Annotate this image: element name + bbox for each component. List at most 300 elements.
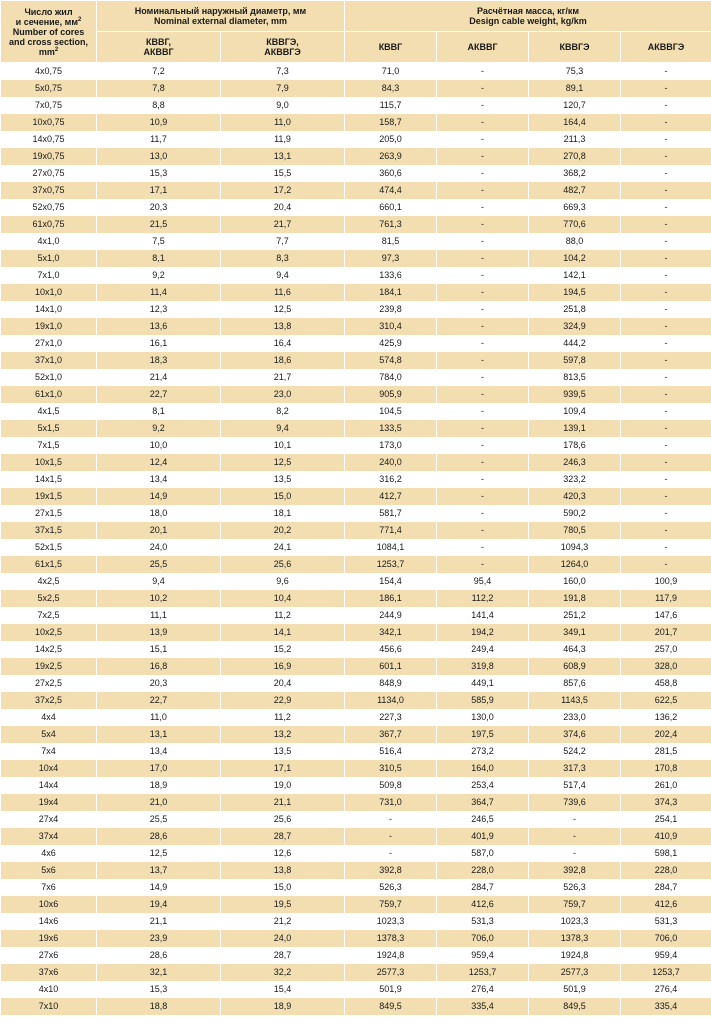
cell-diameter-kvvg: 7,2 [97,63,221,81]
cell-diameter-kvvg: 22,7 [97,386,221,403]
cell-weight-akvvg: 587,0 [437,845,529,862]
cell-weight-akvvge: - [621,420,711,437]
cell-weight-akvvge: - [621,148,711,165]
cell-cores: 19x2,5 [1,658,97,675]
cell-weight-akvvg: - [437,131,529,148]
cell-weight-kvvge: 178,6 [529,437,621,454]
cell-weight-kvvge: 857,6 [529,675,621,692]
cell-weight-akvvg: - [437,250,529,267]
cell-diameter-kvvge: 10,1 [221,437,345,454]
cell-weight-akvvg: - [437,301,529,318]
cell-cores: 37x4 [1,828,97,845]
cell-diameter-kvvge: 12,5 [221,301,345,318]
cell-diameter-kvvge: 25,6 [221,556,345,573]
cell-weight-kvvge: 160,0 [529,573,621,590]
cell-weight-akvvge: - [621,556,711,573]
cell-cores: 4x0,75 [1,63,97,81]
cell-weight-kvvge: 759,7 [529,896,621,913]
table-row [1,862,711,879]
cell-weight-akvvg: 401,9 [437,828,529,845]
cell-weight-akvvg: 585,9 [437,692,529,709]
cell-diameter-kvvge: 13,8 [221,318,345,335]
cell-cores: 4x1,0 [1,233,97,250]
cell-weight-akvvge: - [621,267,711,284]
cell-weight-akvvg: 531,3 [437,913,529,930]
cell-diameter-kvvge: 20,4 [221,675,345,692]
cell-weight-kvvg: 367,7 [345,726,437,743]
table-row [1,131,711,148]
cell-cores: 19x1,5 [1,488,97,505]
cell-weight-kvvg: 1253,7 [345,556,437,573]
cell-diameter-kvvg: 8,1 [97,403,221,420]
cell-weight-kvvge: 104,2 [529,250,621,267]
cell-weight-akvvge: - [621,63,711,81]
cell-diameter-kvvge: 32,2 [221,964,345,981]
table-row [1,760,711,777]
cell-weight-akvvge: 281,5 [621,743,711,760]
table-row [1,556,711,573]
cell-weight-kvvg: 316,2 [345,471,437,488]
cell-cores: 7x2,5 [1,607,97,624]
table-row [1,250,711,267]
cell-diameter-kvvg: 7,8 [97,80,221,97]
cell-weight-kvvge: 211,3 [529,131,621,148]
cell-weight-kvvg: 310,5 [345,760,437,777]
cell-cores: 61x1,5 [1,556,97,573]
cell-weight-akvvg: 273,2 [437,743,529,760]
cell-weight-akvvge: 598,1 [621,845,711,862]
cell-diameter-kvvg: 16,8 [97,658,221,675]
cell-weight-kvvge: - [529,845,621,862]
cell-cores: 52x0,75 [1,199,97,216]
cell-weight-kvvge: 109,4 [529,403,621,420]
cell-weight-kvvg: 848,9 [345,675,437,692]
cell-weight-kvvge: 191,8 [529,590,621,607]
cell-diameter-kvvg: 7,5 [97,233,221,250]
table-row [1,165,711,182]
table-row [1,981,711,998]
cell-weight-kvvg: 342,1 [345,624,437,641]
cell-cores: 7x6 [1,879,97,896]
table-row [1,148,711,165]
cell-weight-kvvg: 84,3 [345,80,437,97]
cell-diameter-kvvg: 11,4 [97,284,221,301]
cell-diameter-kvvge: 11,6 [221,284,345,301]
cell-weight-kvvge: 120,7 [529,97,621,114]
cell-weight-akvvg: - [437,420,529,437]
cell-diameter-kvvg: 8,8 [97,97,221,114]
cell-weight-akvvge: - [621,505,711,522]
cell-weight-kvvg: - [345,811,437,828]
cell-weight-kvvge: 75,3 [529,63,621,81]
cell-weight-akvvg: 319,8 [437,658,529,675]
cell-diameter-kvvg: 18,3 [97,352,221,369]
table-row [1,420,711,437]
cell-diameter-kvvge: 21,7 [221,369,345,386]
cell-weight-akvvg: - [437,148,529,165]
cell-diameter-kvvg: 13,9 [97,624,221,641]
cell-weight-akvvge: 201,7 [621,624,711,641]
cell-weight-akvvge: 328,0 [621,658,711,675]
cell-diameter-kvvg: 25,5 [97,811,221,828]
cell-weight-akvvge: 100,9 [621,573,711,590]
cell-diameter-kvvg: 9,2 [97,420,221,437]
cell-weight-kvvge: 770,6 [529,216,621,233]
cell-diameter-kvvge: 25,6 [221,811,345,828]
cell-weight-akvvg: - [437,216,529,233]
table-row [1,454,711,471]
cell-diameter-kvvg: 28,6 [97,947,221,964]
cell-weight-akvvg: - [437,182,529,199]
cell-diameter-kvvge: 28,7 [221,947,345,964]
header-weight-akvvge: АКВВГЭ [621,32,711,63]
cell-weight-kvvg: 425,9 [345,335,437,352]
cell-diameter-kvvge: 7,3 [221,63,345,81]
cell-weight-kvvge: 669,3 [529,199,621,216]
cell-diameter-kvvg: 10,9 [97,114,221,131]
cell-cores: 7x1,5 [1,437,97,454]
cell-weight-kvvg: 509,8 [345,777,437,794]
cell-diameter-kvvg: 9,2 [97,267,221,284]
cell-weight-kvvg: 601,1 [345,658,437,675]
cell-diameter-kvvge: 18,1 [221,505,345,522]
cell-weight-kvvg: 1023,3 [345,913,437,930]
cell-weight-akvvg: - [437,369,529,386]
cell-diameter-kvvge: 7,7 [221,233,345,250]
cell-diameter-kvvg: 10,2 [97,590,221,607]
cell-weight-akvvg: 194,2 [437,624,529,641]
cell-weight-kvvge: 164,4 [529,114,621,131]
cell-diameter-kvvge: 8,3 [221,250,345,267]
cell-weight-kvvge: 251,8 [529,301,621,318]
cell-cores: 14x1,5 [1,471,97,488]
cell-diameter-kvvge: 17,1 [221,760,345,777]
cell-weight-akvvge: - [621,403,711,420]
cell-weight-akvvge: - [621,114,711,131]
cell-weight-kvvge: 524,2 [529,743,621,760]
cell-diameter-kvvge: 20,2 [221,522,345,539]
cell-weight-akvvge: - [621,454,711,471]
cell-weight-kvvge: 1094,3 [529,539,621,556]
cell-weight-kvvge: 849,5 [529,998,621,1015]
cell-weight-akvvge: 202,4 [621,726,711,743]
cell-weight-akvvge: 254,1 [621,811,711,828]
cell-weight-kvvge: - [529,811,621,828]
table-row [1,777,711,794]
cell-weight-kvvge: 246,3 [529,454,621,471]
cell-cores: 19x6 [1,930,97,947]
cell-diameter-kvvg: 11,7 [97,131,221,148]
cell-diameter-kvvg: 17,0 [97,760,221,777]
cell-weight-akvvge: 374,3 [621,794,711,811]
cell-weight-kvvge: 780,5 [529,522,621,539]
cell-weight-kvvge: 270,8 [529,148,621,165]
cell-cores: 10x1,5 [1,454,97,471]
cell-diameter-kvvg: 15,3 [97,165,221,182]
table-row [1,369,711,386]
cell-weight-kvvg: 71,0 [345,63,437,81]
cell-weight-akvvge: - [621,284,711,301]
table-row [1,964,711,981]
cell-weight-akvvg: 141,4 [437,607,529,624]
cell-weight-akvvg: - [437,556,529,573]
cell-weight-kvvge: 597,8 [529,352,621,369]
cell-weight-akvvg: 276,4 [437,981,529,998]
cell-weight-akvvg: - [437,454,529,471]
cell-weight-akvvge: - [621,182,711,199]
cell-weight-akvvge: 228,0 [621,862,711,879]
cell-weight-akvvge: - [621,165,711,182]
cell-diameter-kvvge: 11,9 [221,131,345,148]
cell-diameter-kvvg: 14,9 [97,879,221,896]
cell-diameter-kvvge: 9,0 [221,97,345,114]
cell-weight-kvvg: 581,7 [345,505,437,522]
cell-weight-akvvg: 449,1 [437,675,529,692]
cell-diameter-kvvge: 18,9 [221,998,345,1015]
cell-diameter-kvvge: 24,0 [221,930,345,947]
cell-diameter-kvvg: 23,9 [97,930,221,947]
cell-cores: 4x4 [1,709,97,726]
table-row [1,488,711,505]
cell-diameter-kvvge: 21,7 [221,216,345,233]
cell-weight-kvvg: 184,1 [345,284,437,301]
cell-weight-akvvge: 284,7 [621,879,711,896]
cell-weight-akvvge: - [621,335,711,352]
cell-weight-akvvg: 228,0 [437,862,529,879]
header-weight-akvvg: АКВВГ [437,32,529,63]
cell-weight-akvvg: 249,4 [437,641,529,658]
cell-diameter-kvvg: 17,1 [97,182,221,199]
cell-weight-kvvg: 263,9 [345,148,437,165]
cell-weight-kvvge: - [529,828,621,845]
cell-cores: 27x4 [1,811,97,828]
cell-diameter-kvvg: 32,1 [97,964,221,981]
cell-diameter-kvvge: 19,5 [221,896,345,913]
cell-diameter-kvvge: 15,5 [221,165,345,182]
cell-weight-kvvg: 1924,8 [345,947,437,964]
cell-diameter-kvvg: 11,0 [97,709,221,726]
cell-diameter-kvvg: 15,1 [97,641,221,658]
cell-weight-kvvg: 104,5 [345,403,437,420]
cell-weight-akvvg: 197,5 [437,726,529,743]
cell-cores: 19x1,0 [1,318,97,335]
cell-diameter-kvvg: 15,3 [97,981,221,998]
cell-cores: 52x1,0 [1,369,97,386]
cell-weight-kvvge: 526,3 [529,879,621,896]
cell-cores: 4x6 [1,845,97,862]
cell-weight-kvvg: 771,4 [345,522,437,539]
cell-weight-akvvge: 706,0 [621,930,711,947]
cell-diameter-kvvg: 8,1 [97,250,221,267]
cell-diameter-kvvge: 9,4 [221,267,345,284]
cell-weight-akvvg: - [437,284,529,301]
cell-cores: 27x0,75 [1,165,97,182]
cell-weight-akvvge: - [621,199,711,216]
cell-weight-kvvg: 310,4 [345,318,437,335]
cell-weight-akvvg: - [437,199,529,216]
cell-diameter-kvvge: 9,4 [221,420,345,437]
cell-weight-kvvg: 97,3 [345,250,437,267]
cell-weight-akvvge: 261,0 [621,777,711,794]
cell-diameter-kvvg: 19,4 [97,896,221,913]
cell-weight-akvvge: 117,9 [621,590,711,607]
cell-weight-akvvg: 130,0 [437,709,529,726]
cell-cores: 14x6 [1,913,97,930]
table-row [1,947,711,964]
cell-cores: 5x1,0 [1,250,97,267]
table-row [1,267,711,284]
table-row [1,641,711,658]
cell-cores: 19x4 [1,794,97,811]
cell-weight-akvvge: 622,5 [621,692,711,709]
table-row [1,573,711,590]
table-row [1,607,711,624]
table-row [1,437,711,454]
cell-weight-akvvg: 246,5 [437,811,529,828]
cell-weight-kvvg: 412,7 [345,488,437,505]
cell-weight-kvvg: 759,7 [345,896,437,913]
table-row [1,216,711,233]
cell-weight-kvvg: 244,9 [345,607,437,624]
cell-weight-akvvg: - [437,97,529,114]
cell-diameter-kvvg: 18,9 [97,777,221,794]
cell-cores: 10x6 [1,896,97,913]
cell-weight-akvvge: - [621,386,711,403]
cell-weight-akvvg: - [437,522,529,539]
cell-weight-kvvg: 784,0 [345,369,437,386]
cell-diameter-kvvge: 15,2 [221,641,345,658]
cell-diameter-kvvge: 13,8 [221,862,345,879]
cell-diameter-kvvg: 18,8 [97,998,221,1015]
cell-diameter-kvvg: 13,4 [97,743,221,760]
cell-diameter-kvvg: 21,5 [97,216,221,233]
cell-weight-kvvge: 1023,3 [529,913,621,930]
cell-weight-kvvg: 239,8 [345,301,437,318]
cell-diameter-kvvg: 16,1 [97,335,221,352]
cell-weight-kvvg: 133,6 [345,267,437,284]
table-row [1,709,711,726]
cell-weight-kvvg: 115,7 [345,97,437,114]
cell-weight-kvvg: - [345,845,437,862]
cell-diameter-kvvg: 22,7 [97,692,221,709]
cell-diameter-kvvge: 16,9 [221,658,345,675]
table-row [1,624,711,641]
cell-cores: 37x2,5 [1,692,97,709]
table-header [1,1,711,63]
cell-diameter-kvvg: 13,1 [97,726,221,743]
cell-diameter-kvvge: 13,1 [221,148,345,165]
cell-weight-akvvge: 531,3 [621,913,711,930]
table-row [1,80,711,97]
table-row [1,743,711,760]
table-row [1,896,711,913]
cell-weight-kvvg: 173,0 [345,437,437,454]
cell-diameter-kvvg: 20,3 [97,675,221,692]
cell-weight-akvvge: 147,6 [621,607,711,624]
cell-cores: 7x10 [1,998,97,1015]
cell-weight-kvvg: 240,0 [345,454,437,471]
cell-weight-akvvg: - [437,80,529,97]
cell-cores: 10x1,0 [1,284,97,301]
cell-weight-kvvg: 526,3 [345,879,437,896]
cell-weight-akvvg: - [437,403,529,420]
cell-diameter-kvvg: 12,3 [97,301,221,318]
cell-weight-kvvge: 501,9 [529,981,621,998]
cell-diameter-kvvg: 20,3 [97,199,221,216]
cell-diameter-kvvge: 28,7 [221,828,345,845]
table-row [1,675,711,692]
cell-weight-akvvg: 95,4 [437,573,529,590]
cell-diameter-kvvge: 17,2 [221,182,345,199]
cell-diameter-kvvge: 15,0 [221,488,345,505]
cell-weight-akvvg: - [437,505,529,522]
cell-cores: 27x1,5 [1,505,97,522]
cell-diameter-kvvge: 11,0 [221,114,345,131]
cell-weight-kvvg: 158,7 [345,114,437,131]
table-row [1,318,711,335]
cell-weight-kvvg: 1134,0 [345,692,437,709]
table-row [1,233,711,250]
cell-cores: 14x0,75 [1,131,97,148]
cell-cores: 61x0,75 [1,216,97,233]
cell-weight-akvvge: - [621,471,711,488]
cell-weight-kvvge: 1378,3 [529,930,621,947]
cell-weight-akvvge: - [621,131,711,148]
cell-cores: 4x2,5 [1,573,97,590]
cell-weight-akvvge: - [621,522,711,539]
table-row [1,403,711,420]
cell-cores: 14x1,0 [1,301,97,318]
cell-weight-kvvge: 349,1 [529,624,621,641]
cell-weight-kvvg: 660,1 [345,199,437,216]
table-row [1,794,711,811]
table-row [1,522,711,539]
cell-weight-akvvge: 458,8 [621,675,711,692]
cell-diameter-kvvg: 21,1 [97,913,221,930]
cell-weight-kvvg: 205,0 [345,131,437,148]
cell-diameter-kvvge: 24,1 [221,539,345,556]
table-row [1,505,711,522]
cell-diameter-kvvg: 14,9 [97,488,221,505]
cell-weight-akvvge: - [621,352,711,369]
cell-weight-kvvge: 2577,3 [529,964,621,981]
table-row [1,930,711,947]
table-row [1,471,711,488]
cell-diameter-kvvge: 9,6 [221,573,345,590]
table-row [1,182,711,199]
cell-weight-kvvge: 482,7 [529,182,621,199]
cell-cores: 7x1,0 [1,267,97,284]
table-row [1,726,711,743]
cell-cores: 61x1,0 [1,386,97,403]
cell-weight-kvvge: 590,2 [529,505,621,522]
header-design-weight: Расчётная масса, кг/км Design cable weight, kg/km [345,1,711,32]
cell-weight-akvvge: - [621,216,711,233]
table-body [1,63,711,1016]
cell-diameter-kvvge: 16,4 [221,335,345,352]
cell-weight-kvvge: 517,4 [529,777,621,794]
table-row [1,913,711,930]
cell-weight-akvvge: - [621,97,711,114]
cell-weight-kvvg: 474,4 [345,182,437,199]
cell-weight-kvvg: 2577,3 [345,964,437,981]
cell-cores: 4x1,5 [1,403,97,420]
cell-cores: 27x2,5 [1,675,97,692]
cell-cores: 37x0,75 [1,182,97,199]
cell-diameter-kvvg: 24,0 [97,539,221,556]
cell-diameter-kvvge: 18,6 [221,352,345,369]
cell-diameter-kvvge: 11,2 [221,709,345,726]
